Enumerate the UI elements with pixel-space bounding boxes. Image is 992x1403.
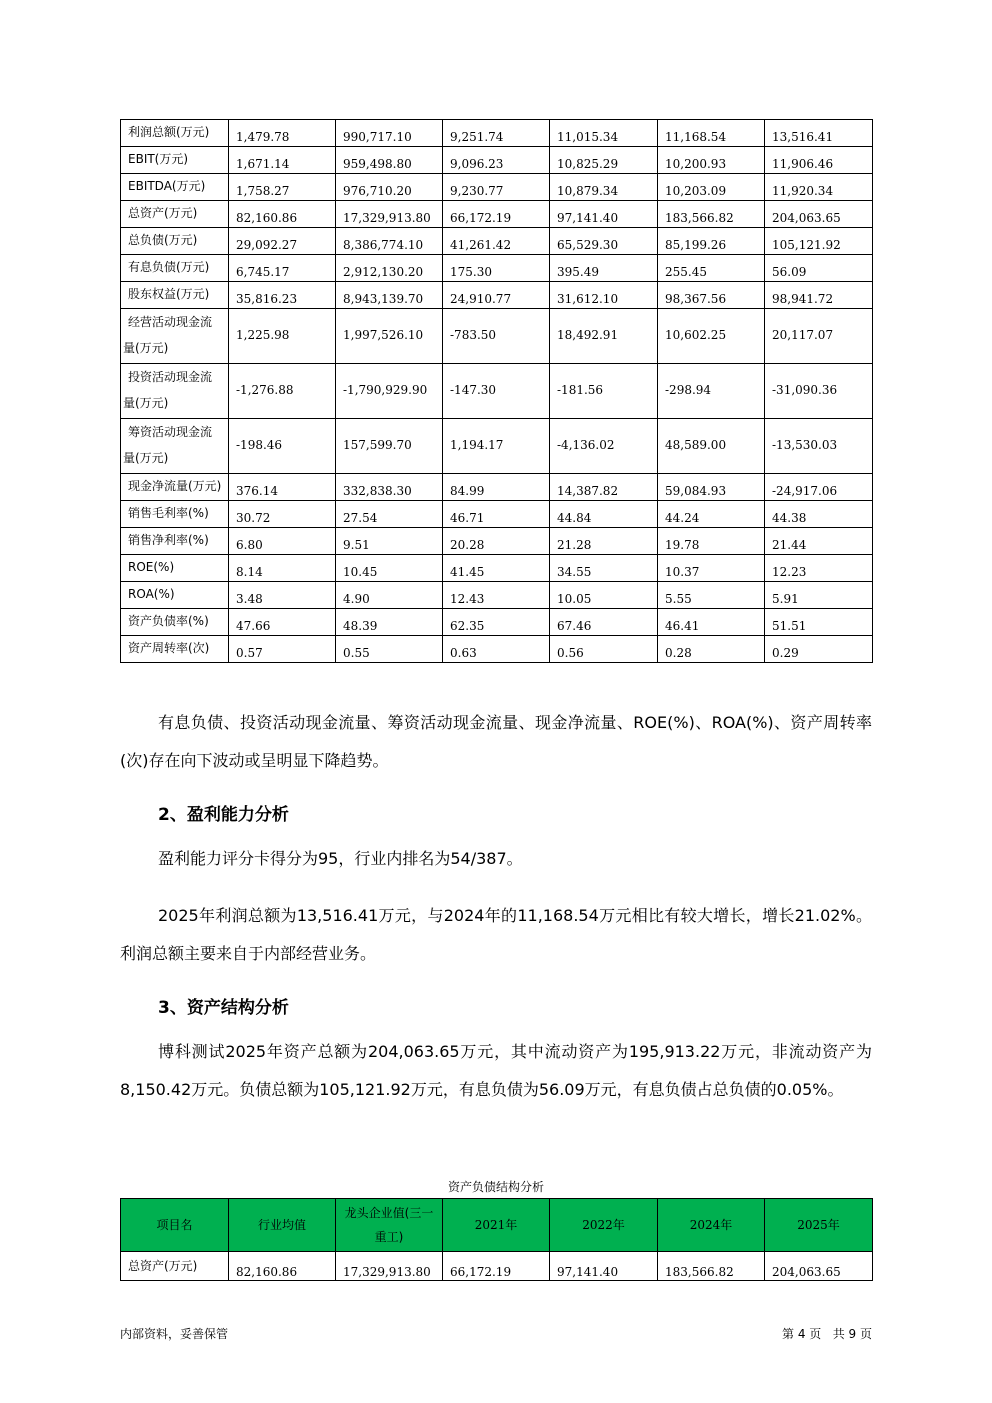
table-cell: -4,136.02: [550, 419, 658, 474]
table-cell: 14,387.82: [550, 474, 658, 501]
table-cell: 976,710.20: [336, 174, 443, 201]
row-label: 现金净流量(万元): [121, 474, 229, 501]
table-row: [121, 528, 873, 555]
table-cell: 46.71: [443, 501, 550, 528]
trend-paragraph: 有息负债、投资活动现金流量、筹资活动现金流量、现金净流量、ROE(%)、ROA(%)、资产周转率(次)存在向下波动或呈明显下降趋势。: [120, 713, 872, 770]
table-cell: 98,367.56: [658, 282, 765, 309]
profit-growth-paragraph: 2025年利润总额为13,516.41万元，与2024年的11,168.54万元相比有较大增长，增长21.02%。利润总额主要来自于内部经营业务。: [120, 906, 872, 963]
footer-page-number: 第 4 页 共 9 页: [782, 1327, 872, 1341]
table-cell: 46.41: [658, 609, 765, 636]
table-cell: 8.14: [229, 555, 336, 582]
table-cell: 21.44: [765, 528, 873, 555]
table-cell: 959,498.80: [336, 147, 443, 174]
row-label-line2: 量(万元): [123, 396, 169, 410]
table-cell: 27.54: [336, 501, 443, 528]
table-cell: -1,790,929.90: [336, 364, 443, 419]
table-cell: -198.46: [229, 419, 336, 474]
table-cell: -298.94: [658, 364, 765, 419]
row-label: 资产周转率(次): [121, 636, 229, 663]
table-cell: 10,825.29: [550, 147, 658, 174]
table-cell: 12.23: [765, 555, 873, 582]
table-cell: -13,530.03: [765, 419, 873, 474]
table-row: [121, 1252, 873, 1281]
table-cell: 1,194.17: [443, 419, 550, 474]
table-cell: 65,529.30: [550, 228, 658, 255]
row-label-line1: 筹资活动现金流: [128, 425, 213, 439]
table-cell: 56.09: [765, 255, 873, 282]
table-cell: 66,172.19: [443, 1252, 550, 1281]
table-row: [121, 120, 873, 147]
row-label-line2: 量(万元): [123, 451, 169, 465]
table-cell: 8,943,139.70: [336, 282, 443, 309]
table-cell: 21.28: [550, 528, 658, 555]
table-cell: -181.56: [550, 364, 658, 419]
table-cell: 1,225.98: [229, 309, 336, 364]
table-cell: 1,758.27: [229, 174, 336, 201]
table-cell: 395.49: [550, 255, 658, 282]
table-cell: 66,172.19: [443, 201, 550, 228]
footer-confidential-note: 内部资料，妥善保管: [120, 1327, 229, 1341]
table-cell: 82,160.86: [229, 1252, 336, 1281]
row-label: 总负债(万元): [121, 228, 229, 255]
table-row: [121, 501, 873, 528]
table-cell: 82,160.86: [229, 201, 336, 228]
table-cell: 97,141.40: [550, 1252, 658, 1281]
table-row: [121, 228, 873, 255]
table-cell: 44.38: [765, 501, 873, 528]
asset-structure-paragraph: 博科测试2025年资产总额为204,063.65万元，其中流动资产为195,913.22万元，非流动资产为8,150.42万元。负债总额为105,121.92万元，有息负债为56.09万元，有息负债占总负债的0.05%。: [120, 1042, 872, 1099]
table-row: [121, 419, 873, 474]
row-label: 销售净利率(%): [121, 528, 229, 555]
table-cell: 6,745.17: [229, 255, 336, 282]
table-cell: 9,230.77: [443, 174, 550, 201]
table-cell: 183,566.82: [658, 201, 765, 228]
table-cell: 84.99: [443, 474, 550, 501]
structure-table-caption: 资产负债结构分析: [447, 1180, 544, 1194]
table-cell: 11,920.34: [765, 174, 873, 201]
table-cell: 41,261.42: [443, 228, 550, 255]
table-cell: 157,599.70: [336, 419, 443, 474]
table-cell: 1,997,526.10: [336, 309, 443, 364]
table-cell: 17,329,913.80: [336, 1252, 443, 1281]
column-header: 2024年: [658, 1199, 765, 1252]
table-cell: -147.30: [443, 364, 550, 419]
table-cell: 5.91: [765, 582, 873, 609]
table-cell: 41.45: [443, 555, 550, 582]
table-cell: 5.55: [658, 582, 765, 609]
table-cell: 59,084.93: [658, 474, 765, 501]
table-cell: 18,492.91: [550, 309, 658, 364]
table-cell: 0.28: [658, 636, 765, 663]
table-cell: 204,063.65: [765, 201, 873, 228]
table-cell: 3.48: [229, 582, 336, 609]
table-cell: 48.39: [336, 609, 443, 636]
table-cell: 30.72: [229, 501, 336, 528]
row-label: [121, 419, 229, 474]
section-heading-asset-structure: 3、资产结构分析: [158, 998, 289, 1018]
table-row: [121, 282, 873, 309]
table-cell: 10,602.25: [658, 309, 765, 364]
table-cell: 4.90: [336, 582, 443, 609]
table-cell: -24,917.06: [765, 474, 873, 501]
table-cell: 255.45: [658, 255, 765, 282]
table-row: [121, 201, 873, 228]
table-cell: 0.63: [443, 636, 550, 663]
table-cell: 67.46: [550, 609, 658, 636]
table-cell: 105,121.92: [765, 228, 873, 255]
table-cell: 990,717.10: [336, 120, 443, 147]
table-cell: 0.55: [336, 636, 443, 663]
row-label: 股东权益(万元): [121, 282, 229, 309]
column-header: 2022年: [550, 1199, 658, 1252]
row-label-line1: 经营活动现金流: [128, 315, 213, 329]
table-cell: 44.24: [658, 501, 765, 528]
row-label: 资产负债率(%): [121, 609, 229, 636]
table-row: [121, 609, 873, 636]
table-cell: 11,015.34: [550, 120, 658, 147]
table-cell: 10.05: [550, 582, 658, 609]
column-header: 龙头企业值(三一重工): [336, 1199, 443, 1252]
table-cell: 10,203.09: [658, 174, 765, 201]
row-label: 利润总额(万元): [121, 120, 229, 147]
table-cell: 35,816.23: [229, 282, 336, 309]
table-cell: 11,906.46: [765, 147, 873, 174]
table-cell: 2,912,130.20: [336, 255, 443, 282]
table-row: [121, 636, 873, 663]
table-cell: 98,941.72: [765, 282, 873, 309]
table-cell: 10,879.34: [550, 174, 658, 201]
table-cell: 12.43: [443, 582, 550, 609]
table-cell: 9,251.74: [443, 120, 550, 147]
table-cell: 47.66: [229, 609, 336, 636]
table-cell: 0.56: [550, 636, 658, 663]
row-label: EBIT(万元): [121, 147, 229, 174]
section-heading-profitability: 2、盈利能力分析: [158, 805, 289, 825]
financial-metrics-table: [120, 119, 873, 663]
table-cell: 11,168.54: [658, 120, 765, 147]
row-label: 总资产(万元): [121, 201, 229, 228]
table-cell: 1,671.14: [229, 147, 336, 174]
table-cell: 62.35: [443, 609, 550, 636]
table-cell: 8,386,774.10: [336, 228, 443, 255]
table-cell: 10,200.93: [658, 147, 765, 174]
table-row: [121, 309, 873, 364]
table-cell: 51.51: [765, 609, 873, 636]
table-row: [121, 582, 873, 609]
table-row: [121, 474, 873, 501]
asset-liability-structure-table: [120, 1198, 873, 1281]
table-cell: 17,329,913.80: [336, 201, 443, 228]
row-label: EBITDA(万元): [121, 174, 229, 201]
table-cell: 9.51: [336, 528, 443, 555]
table-cell: 20,117.07: [765, 309, 873, 364]
table-cell: 9,096.23: [443, 147, 550, 174]
table-cell: 0.57: [229, 636, 336, 663]
row-label: 有息负债(万元): [121, 255, 229, 282]
table-cell: 29,092.27: [229, 228, 336, 255]
row-label: ROE(%): [121, 555, 229, 582]
table-cell: 332,838.30: [336, 474, 443, 501]
table-row: [121, 555, 873, 582]
table-row: [121, 147, 873, 174]
table-cell: 24,910.77: [443, 282, 550, 309]
table-cell: -31,090.36: [765, 364, 873, 419]
table-cell: 204,063.65: [765, 1252, 873, 1281]
column-header: 2025年: [765, 1199, 873, 1252]
column-header: 2021年: [443, 1199, 550, 1252]
row-label-line2: 量(万元): [123, 341, 169, 355]
table-cell: 97,141.40: [550, 201, 658, 228]
row-label: [121, 309, 229, 364]
table-row: [121, 174, 873, 201]
table-cell: 6.80: [229, 528, 336, 555]
table-cell: 175.30: [443, 255, 550, 282]
table-cell: 19.78: [658, 528, 765, 555]
row-label-line1: 投资活动现金流: [128, 370, 213, 384]
row-label: 销售毛利率(%): [121, 501, 229, 528]
profitability-score-paragraph: 盈利能力评分卡得分为95，行业内排名为54/387。: [158, 849, 523, 868]
table-cell: 13,516.41: [765, 120, 873, 147]
row-label: 总资产(万元): [121, 1252, 229, 1281]
column-header: 行业均值: [229, 1199, 336, 1252]
table-cell: 48,589.00: [658, 419, 765, 474]
table-cell: 44.84: [550, 501, 658, 528]
table-cell: 1,479.78: [229, 120, 336, 147]
table-cell: 10.45: [336, 555, 443, 582]
table-cell: 10.37: [658, 555, 765, 582]
row-label: [121, 364, 229, 419]
table-row: [121, 255, 873, 282]
table-cell: 85,199.26: [658, 228, 765, 255]
table-cell: 0.29: [765, 636, 873, 663]
table-cell: 20.28: [443, 528, 550, 555]
table-cell: -1,276.88: [229, 364, 336, 419]
table-row: [121, 364, 873, 419]
table-cell: 183,566.82: [658, 1252, 765, 1281]
table-cell: 34.55: [550, 555, 658, 582]
table-cell: -783.50: [443, 309, 550, 364]
column-header: 项目名: [121, 1199, 229, 1252]
table-cell: 376.14: [229, 474, 336, 501]
table-cell: 31,612.10: [550, 282, 658, 309]
row-label: ROA(%): [121, 582, 229, 609]
